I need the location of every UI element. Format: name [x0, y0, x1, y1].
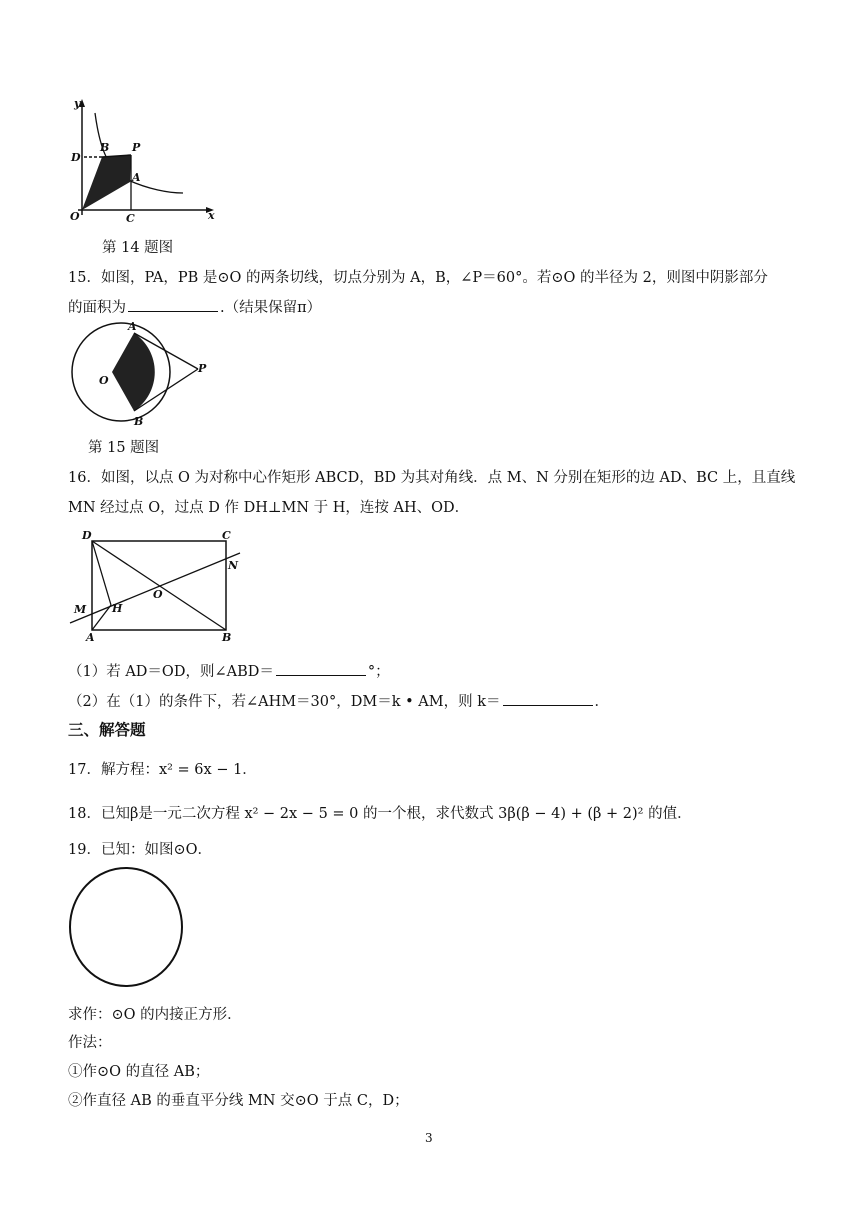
q16-line1: 16．如图，以点 O 为对称中心作矩形 ABCD，BD 为其对角线．点 M、N 分别在矩形的边 AD、BC 上，且直线	[68, 470, 796, 486]
fig14-label-o: O	[70, 210, 80, 223]
fig14-label-y: y	[74, 97, 81, 110]
q19-method: 作法：	[68, 1035, 112, 1051]
q16-line2: MN 经过点 O，过点 D 作 DH⊥MN 于 H，连按 AH、OD．	[68, 500, 470, 516]
fig16-label-c: C	[222, 529, 231, 542]
page-number: 3	[425, 1131, 433, 1145]
fig15-label-b: B	[134, 415, 144, 428]
q19-step1: ①作⊙O 的直径 AB；	[68, 1064, 210, 1080]
q19-intro: 19．已知：如图⊙O．	[68, 842, 212, 858]
q16-part1-blank	[276, 661, 366, 676]
fig14-label-d: D	[71, 151, 81, 164]
fig16-label-n: N	[228, 559, 239, 572]
fig16-label-a: A	[86, 631, 95, 644]
figure-14	[68, 95, 218, 225]
figure-15	[68, 322, 218, 432]
q15-line1: 15．如图，PA，PB 是⊙O 的两条切线，切点分别为 A，B，∠P＝60°。若⊙O 的半径为 2，则图中阴影部分	[68, 270, 768, 286]
fig16-label-m: M	[74, 603, 87, 616]
fig14-label-c: C	[126, 212, 135, 225]
fig14-label-x: x	[208, 209, 215, 222]
fig14-label-p: P	[132, 141, 141, 154]
section-3-title: 三、解答题	[68, 721, 146, 739]
q16-part2-blank	[503, 691, 593, 706]
fig14-caption: 第 14 题图	[102, 240, 174, 256]
fig15-caption: 第 15 题图	[88, 440, 160, 456]
q18-text: 18．已知β是一元二次方程 x² − 2x − 5 = 0 的一个根，求代数式 3β(β − 4) + (β + 2)² 的值．	[68, 806, 692, 822]
q16-part1: （1）若 AD＝OD，则∠ABD＝ °；	[68, 660, 390, 681]
q19-step2: ②作直径 AB 的垂直平分线 MN 交⊙O 于点 C，D；	[68, 1093, 409, 1109]
fig16-label-d: D	[82, 529, 92, 542]
q15-line2: 的面积为 .（结果保留π）	[68, 296, 321, 317]
fig14-label-a: A	[132, 171, 141, 184]
fig16-label-h: H	[112, 602, 123, 615]
fig15-label-p: P	[198, 362, 207, 375]
fig15-label-a: A	[128, 320, 137, 333]
q19-task: 求作：⊙O 的内接正方形．	[68, 1007, 242, 1023]
fig16-label-o: O	[153, 588, 163, 601]
fig16-label-b: B	[222, 631, 232, 644]
fig14-label-b: B	[100, 141, 110, 154]
figure-16	[68, 526, 248, 646]
q16-part2: （2）在（1）的条件下，若∠AHM＝30°，DM＝k • AM，则 k＝ ．	[68, 690, 609, 711]
q17-text: 17．解方程：x² = 6x − 1．	[68, 762, 257, 778]
q19-circle-figure	[68, 866, 188, 990]
q15-answer-blank	[128, 297, 218, 312]
fig15-label-o: O	[99, 374, 109, 387]
